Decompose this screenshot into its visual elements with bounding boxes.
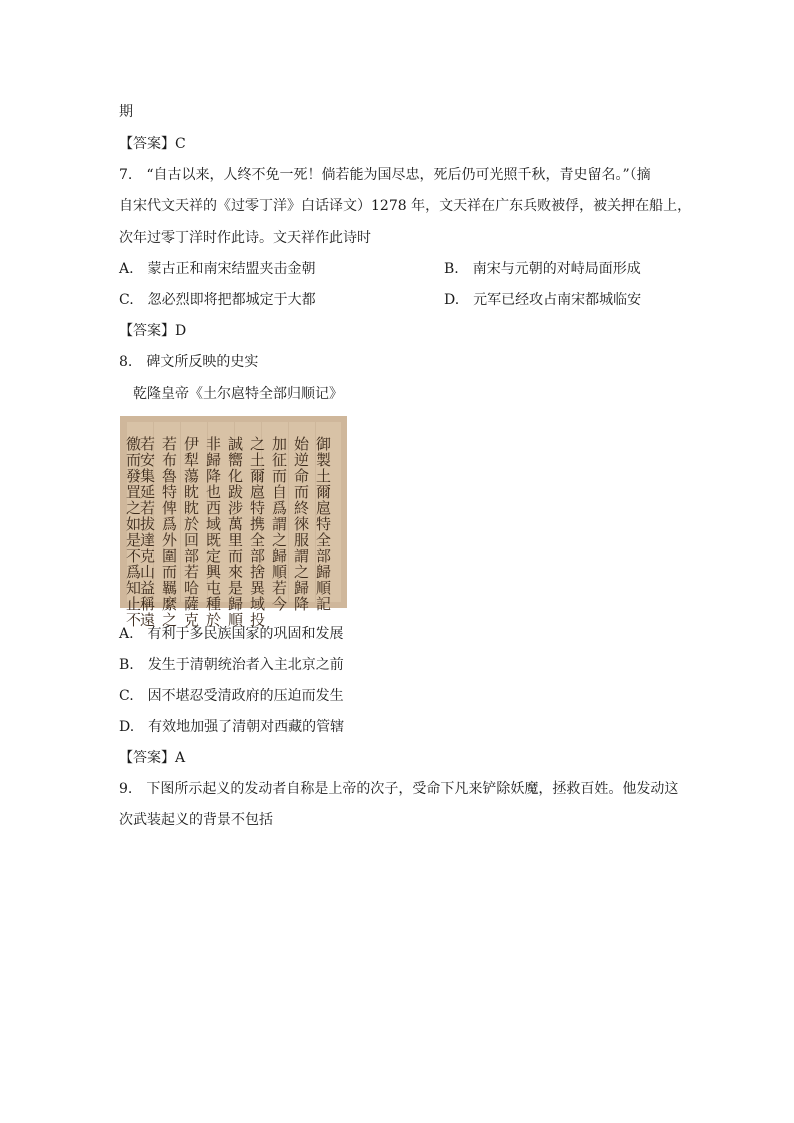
question-7-line-1: 7. “自古以来，人终不免一死！倘若能为国尽忠，死后仍可光照千秋，青史留名。”（摘 (119, 167, 651, 183)
q8-option-b: B. 发生于清朝统治者入主北京之前 (119, 657, 344, 673)
q7-option-b: B. 南宋与元朝的对峙局面形成 (444, 261, 641, 277)
q7-option-c: C. 忽必烈即将把都城定于大都 (119, 292, 316, 308)
stele-column: 加征而自爲謂之歸順若今 (270, 436, 288, 612)
q7-option-a: A. 蒙古正和南宋结盟夹击金朝 (119, 261, 316, 277)
q8-option-a: A. 有利于多民族国家的巩固和发展 (119, 626, 344, 642)
stele-caption: 乾隆皇帝《土尔扈特全部归顺记》 (133, 386, 343, 402)
question-7-line-2: 自宋代文天祥的《过零丁洋》白话译文）1278 年，文天祥在广东兵败被俘，被关押在船上， (119, 198, 692, 214)
stele-inscription-image (120, 416, 347, 628)
stele-column: 之土爾扈特携全部捨異域投 (248, 436, 266, 628)
text-line-qi: 期 (119, 104, 133, 120)
question-9-line-2: 次武装起义的背景不包括 (119, 812, 273, 828)
question-9-line-1: 9. 下图所示起义的发动者自称是上帝的次子，受命下凡来铲除妖魔，拯救百姓。他发动这 (119, 781, 679, 797)
stele-column: 若布魯特俾爲外圍而羈縻之 (160, 436, 178, 628)
answer-8: 【答案】A (119, 750, 186, 766)
stele-column: 若安集延若拔達克山益稱遠 (138, 436, 156, 628)
stele-surface (124, 422, 341, 628)
answer-6: 【答案】C (119, 136, 186, 152)
stele-column: 伊犁蕩眈眈於回部若哈薩克 (182, 436, 200, 628)
question-7-line-3: 次年过零丁洋时作此诗。文天祥作此诗时 (119, 230, 371, 246)
stele-column: 誠嚮化跋涉萬里而來是歸順 (226, 436, 244, 628)
q8-option-d: D. 有效地加强了清朝对西藏的管辖 (119, 719, 345, 735)
answer-7: 【答案】D (119, 323, 187, 339)
q7-option-d: D. 元军已经攻占南宋都城临安 (444, 292, 642, 308)
stele-column: 始逆命而終徠服謂之歸降 (292, 436, 310, 612)
q8-option-c: C. 因不堪忍受清政府的压迫而发生 (119, 688, 344, 704)
stele-column: 徼而發罝之如是不爲知止不 (124, 436, 142, 628)
stele-column: 非歸降也西域既定興屯種於 (204, 436, 222, 628)
stele-column: 御製土爾扈特全部歸順記 (314, 436, 332, 612)
question-8: 8. 碑文所反映的史实 (119, 354, 259, 370)
